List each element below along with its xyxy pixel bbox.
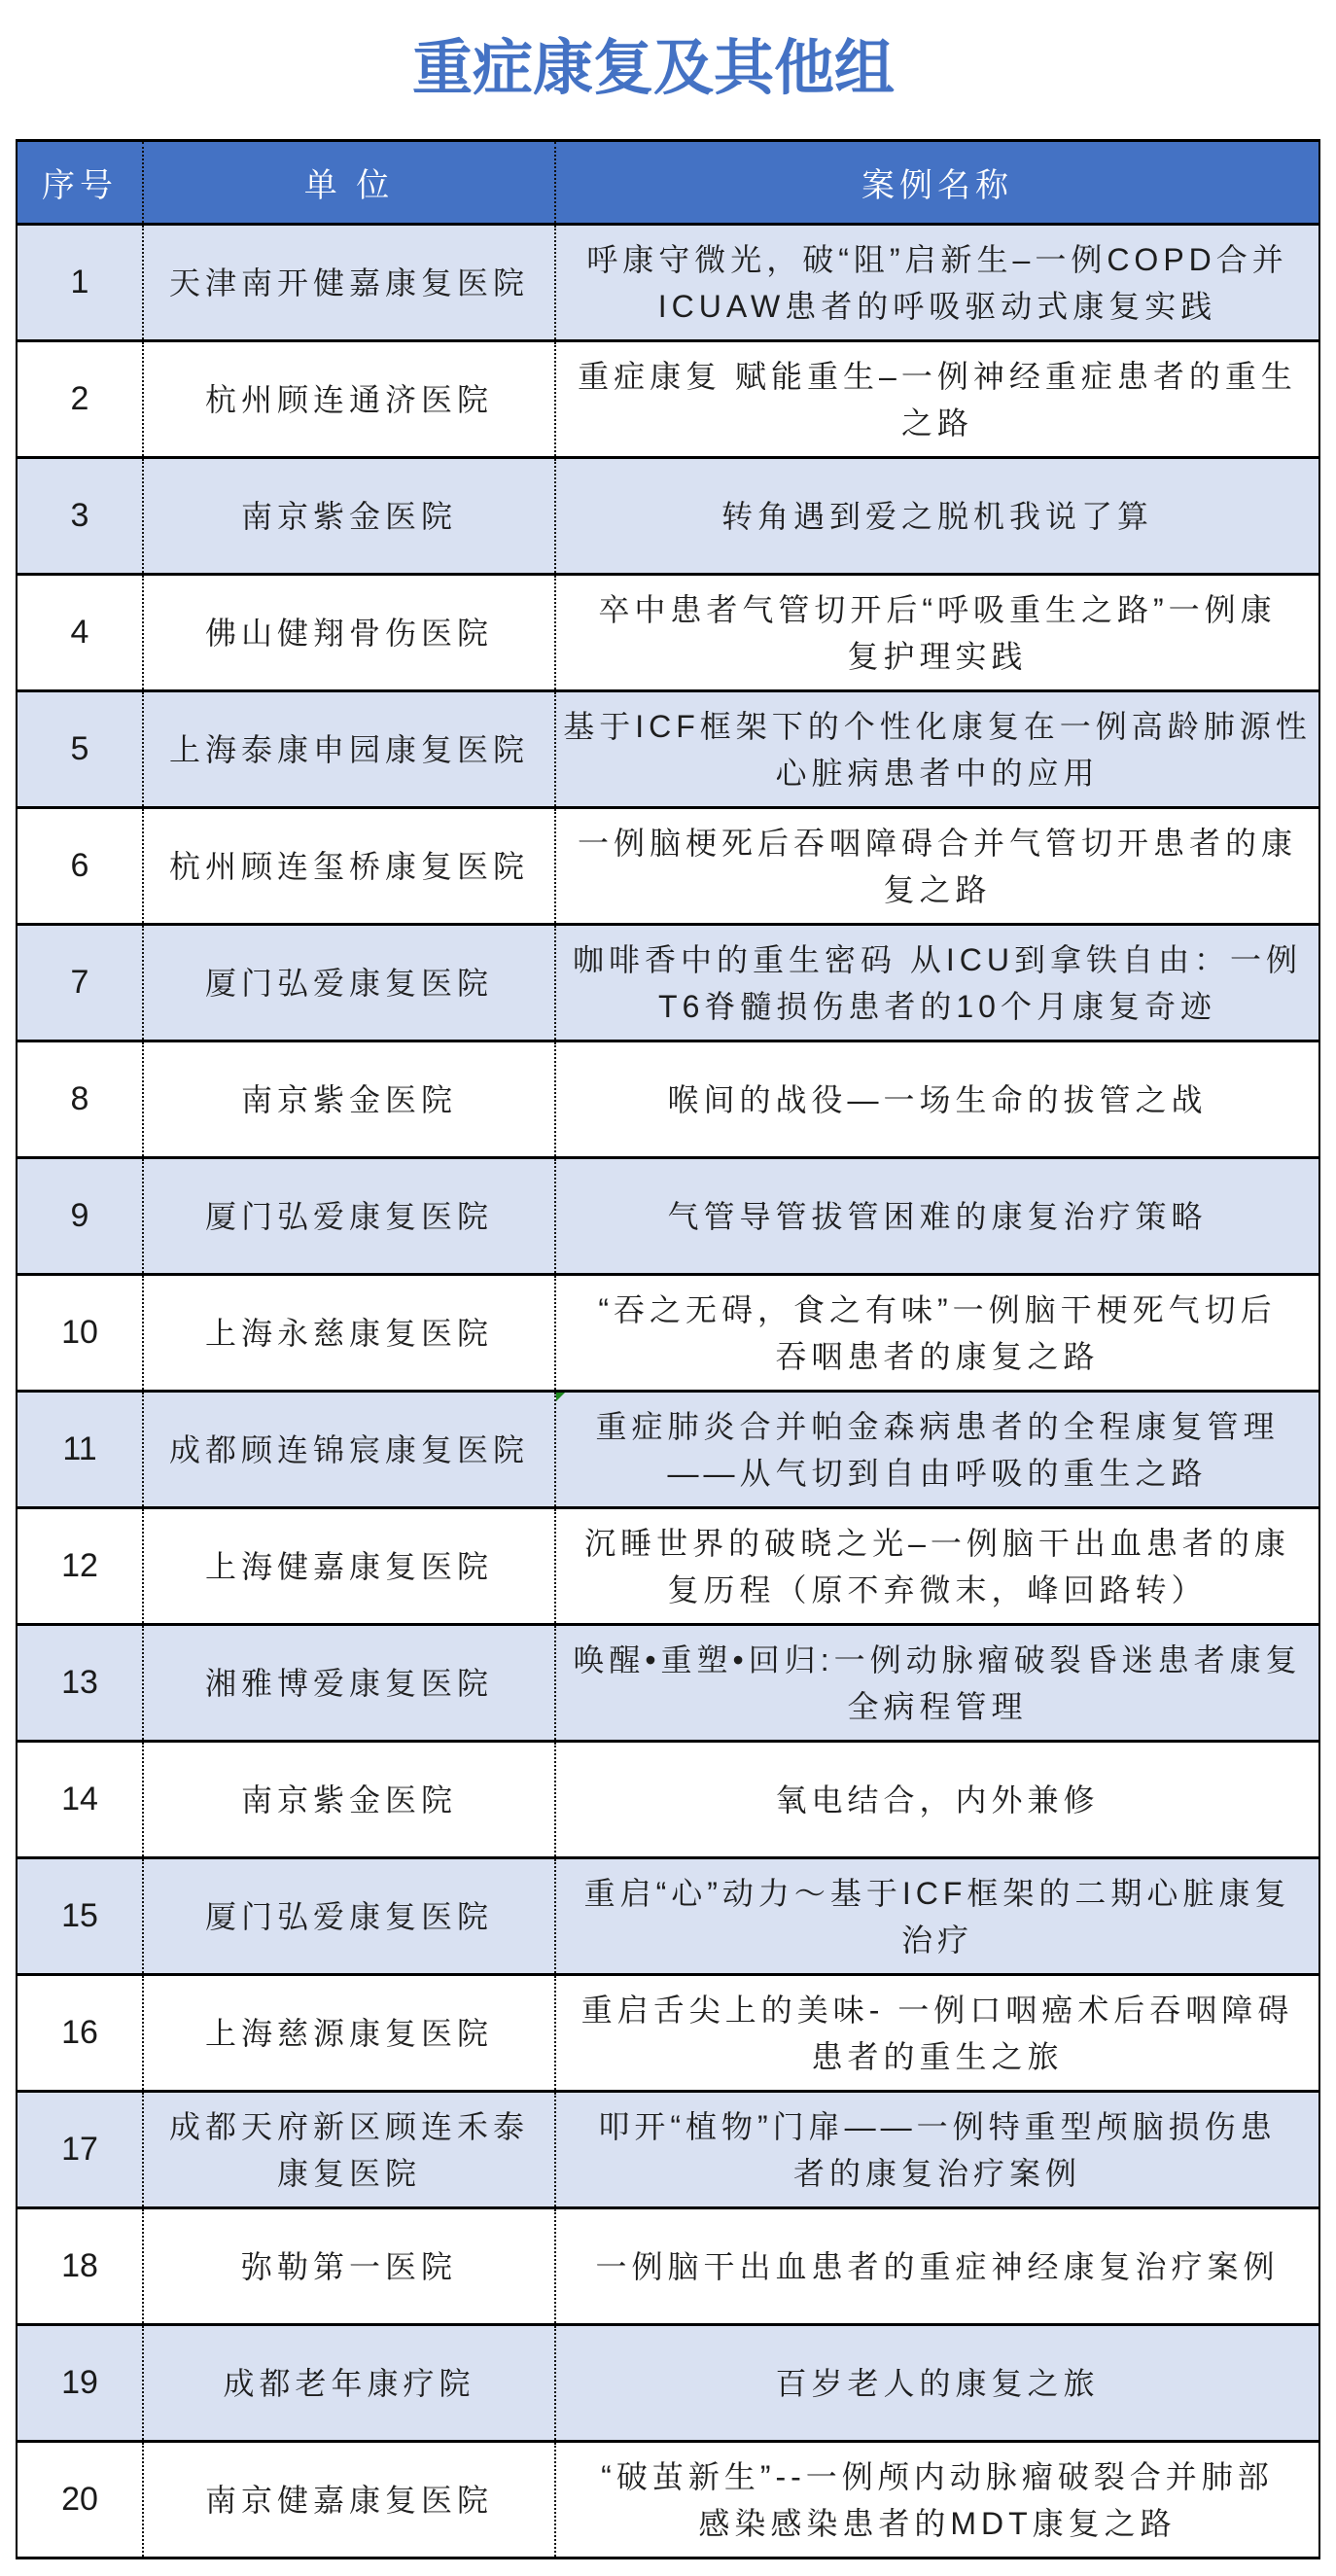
case-line: 之路 (900, 405, 973, 441)
table-row (18, 1743, 1318, 1859)
case-cell (554, 2209, 1318, 2323)
number-cell (18, 926, 142, 1040)
unit-line: 康复医院 (276, 2155, 421, 2191)
case-line: 咖啡香中的重生密码 从ICU到拿铁自由：一例 (572, 941, 1302, 977)
unit-line: 成都老年康疗院 (223, 2365, 475, 2401)
unit-cell (142, 1976, 554, 2090)
unit-line: 成都顾连锦宸康复医院 (168, 1431, 529, 1467)
row-number: 6 (70, 847, 89, 884)
number-cell (18, 2093, 142, 2206)
case-cell (554, 926, 1318, 1040)
table-row (18, 576, 1318, 692)
unit-line: 南京紫金医院 (240, 498, 457, 534)
case-cell (554, 809, 1318, 923)
table-row (18, 1509, 1318, 1626)
case-cell (554, 459, 1318, 573)
case-line: 复之路 (883, 871, 992, 907)
unit-line: 厦门弘爱康复医院 (204, 1198, 493, 1234)
table-body (18, 226, 1318, 2559)
unit-line: 南京健嘉康复医院 (204, 2482, 493, 2518)
table-row (18, 2443, 1318, 2559)
number-cell (18, 1042, 142, 1156)
case-line: 复历程（原不弃微末，峰回路转） (667, 1571, 1208, 1607)
case-line: ——从气切到自由呼吸的重生之路 (667, 1455, 1208, 1491)
case-cell (554, 1626, 1318, 1740)
number-cell (18, 2326, 142, 2440)
number-cell (18, 1159, 142, 1273)
unit-line: 杭州顾连玺桥康复医院 (168, 848, 529, 884)
header-cell-case (554, 142, 1318, 223)
row-number: 13 (61, 1664, 98, 1701)
table-row (18, 1626, 1318, 1743)
row-number: 4 (70, 614, 89, 651)
case-cell (554, 2326, 1318, 2440)
table-row (18, 1859, 1318, 1976)
case-line: 重启“心”动力～基于ICF框架的二期心脏康复 (583, 1875, 1291, 1911)
case-line: 唤醒•重塑•回归:一例动脉瘤破裂昏迷患者康复 (573, 1641, 1302, 1677)
case-table (16, 139, 1320, 2559)
table-row (18, 1159, 1318, 1276)
case-cell (554, 692, 1318, 806)
number-cell (18, 2443, 142, 2557)
case-cell (554, 1509, 1318, 1623)
case-line: T6脊髓损伤患者的10个月康复奇迹 (658, 988, 1216, 1024)
unit-cell (142, 1159, 554, 1273)
unit-cell (142, 1743, 554, 1856)
case-line: 沉睡世界的破晓之光–一例脑干出血患者的康 (584, 1525, 1290, 1561)
unit-line: 上海泰康申园康复医院 (168, 731, 529, 767)
unit-cell (142, 2326, 554, 2440)
row-number: 8 (70, 1080, 89, 1117)
row-number: 12 (61, 1547, 98, 1584)
unit-line: 成都天府新区顾连禾泰 (168, 2108, 529, 2144)
number-cell (18, 1743, 142, 1856)
unit-cell (142, 809, 554, 923)
case-line: 者的康复治疗案例 (792, 2155, 1081, 2191)
case-line: 转角遇到爱之脱机我说了算 (721, 498, 1153, 534)
number-cell (18, 1509, 142, 1623)
table-row (18, 226, 1318, 342)
header-case-label: 案例名称 (861, 167, 1013, 204)
case-cell (554, 2443, 1318, 2557)
case-cell (554, 1159, 1318, 1273)
case-line: 全病程管理 (847, 1688, 1028, 1724)
cell-indicator-triangle-icon (556, 1393, 565, 1401)
case-cell (554, 1276, 1318, 1390)
case-line: ICUAW患者的呼吸驱动式康复实践 (657, 288, 1217, 324)
unit-cell (142, 226, 554, 339)
unit-line: 上海永慈康复医院 (204, 1315, 493, 1351)
unit-line: 上海健嘉康复医院 (204, 1548, 493, 1584)
table-row (18, 1976, 1318, 2093)
header-unit-label: 单 位 (303, 167, 395, 204)
number-cell (18, 226, 142, 339)
case-cell (554, 576, 1318, 689)
case-line: 治疗 (900, 1922, 973, 1958)
table-row (18, 459, 1318, 576)
unit-cell (142, 1276, 554, 1390)
case-line: “吞之无碍，食之有味”一例脑干梗死气切后 (598, 1291, 1277, 1327)
case-line: 一例脑梗死后吞咽障碍合并气管切开患者的康 (577, 825, 1297, 861)
case-cell (554, 1976, 1318, 2090)
row-number: 5 (70, 730, 89, 767)
case-line: 呼康守微光，破“阻”启新生–一例COPD合并 (586, 241, 1288, 277)
number-cell (18, 342, 142, 456)
number-cell (18, 2209, 142, 2323)
case-line: 卒中患者气管切开后“呼吸重生之路”一例康 (598, 591, 1277, 627)
unit-cell (142, 1509, 554, 1623)
table-row (18, 1042, 1318, 1159)
table-header-row (18, 142, 1318, 226)
row-number: 9 (70, 1197, 89, 1234)
table-row (18, 2209, 1318, 2326)
case-cell (554, 1859, 1318, 1973)
unit-cell (142, 692, 554, 806)
row-number: 10 (61, 1314, 98, 1351)
number-cell (18, 459, 142, 573)
table-row (18, 809, 1318, 926)
row-number: 20 (61, 2481, 98, 2518)
header-cell-number (18, 142, 142, 223)
unit-line: 湘雅博爱康复医院 (204, 1665, 493, 1701)
table-row (18, 2326, 1318, 2443)
row-number: 3 (70, 497, 89, 534)
unit-line: 南京紫金医院 (240, 1081, 457, 1117)
case-line: 感染感染患者的MDT康复之路 (698, 2505, 1177, 2541)
case-cell (554, 1743, 1318, 1856)
unit-line: 厦门弘爱康复医院 (204, 965, 493, 1001)
case-line: 复护理实践 (847, 638, 1028, 674)
case-line: 喉间的战役—一场生命的拔管之战 (667, 1081, 1208, 1117)
table-row (18, 1393, 1318, 1509)
unit-line: 杭州顾连通济医院 (204, 381, 493, 417)
row-number: 7 (70, 964, 89, 1001)
number-cell (18, 692, 142, 806)
unit-cell (142, 1626, 554, 1740)
case-cell (554, 1393, 1318, 1506)
row-number: 1 (70, 264, 89, 300)
unit-line: 南京紫金医院 (240, 1782, 457, 1817)
unit-cell (142, 2093, 554, 2206)
unit-cell (142, 926, 554, 1040)
unit-cell (142, 459, 554, 573)
table-row (18, 692, 1318, 809)
number-cell (18, 1626, 142, 1740)
table-row (18, 342, 1318, 459)
number-cell (18, 1976, 142, 2090)
case-line: 叩开“植物”门扉——一例特重型颅脑损伤患 (598, 2108, 1277, 2144)
table-row (18, 1276, 1318, 1393)
case-line: 基于ICF框架下的个性化康复在一例高龄肺源性 (563, 708, 1312, 744)
unit-cell (142, 1393, 554, 1506)
number-cell (18, 576, 142, 689)
row-number: 14 (61, 1781, 98, 1817)
case-cell (554, 1042, 1318, 1156)
unit-cell (142, 342, 554, 456)
case-line: 重症康复 赋能重生–一例神经重症患者的重生 (578, 358, 1297, 394)
case-line: 气管导管拔管困难的康复治疗策略 (667, 1198, 1208, 1234)
row-number: 15 (61, 1897, 98, 1934)
case-line: 一例脑干出血患者的重症神经康复治疗案例 (595, 2248, 1280, 2284)
case-line: 心脏病患者中的应用 (775, 755, 1100, 791)
unit-cell (142, 1042, 554, 1156)
case-line: 重启舌尖上的美味- 一例口咽癌术后吞咽障碍 (580, 1992, 1294, 2028)
number-cell (18, 1393, 142, 1506)
case-line: 患者的重生之旅 (811, 2038, 1064, 2074)
case-line: 重症肺炎合并帕金森病患者的全程康复管理 (595, 1408, 1280, 1444)
unit-line: 天津南开健嘉康复医院 (168, 265, 529, 300)
unit-cell (142, 576, 554, 689)
case-line: “破茧新生”--一例颅内动脉瘤破裂合并肺部 (601, 2458, 1274, 2494)
row-number: 17 (61, 2131, 98, 2168)
unit-cell (142, 1859, 554, 1973)
number-cell (18, 809, 142, 923)
row-number: 2 (70, 380, 89, 417)
case-cell (554, 2093, 1318, 2206)
case-cell (554, 342, 1318, 456)
case-cell (554, 226, 1318, 339)
case-line: 氧电结合，内外兼修 (775, 1782, 1100, 1817)
unit-line: 佛山健翔骨伤医院 (204, 615, 493, 651)
case-line: 吞咽患者的康复之路 (775, 1338, 1100, 1374)
row-number: 11 (62, 1430, 97, 1467)
unit-line: 上海慈源康复医院 (204, 2015, 493, 2051)
unit-cell (142, 2209, 554, 2323)
number-cell (18, 1276, 142, 1390)
page-title: 重症康复及其他组 (411, 36, 895, 102)
header-number-label: 序号 (42, 167, 118, 204)
case-line: 百岁老人的康复之旅 (775, 2365, 1100, 2401)
table-row (18, 926, 1318, 1042)
header-cell-unit (142, 142, 554, 223)
row-number: 16 (61, 2014, 98, 2051)
table-row (18, 2093, 1318, 2209)
row-number: 18 (61, 2247, 98, 2284)
number-cell (18, 1859, 142, 1973)
unit-line: 厦门弘爱康复医院 (204, 1898, 493, 1934)
unit-cell (142, 2443, 554, 2557)
row-number: 19 (61, 2364, 98, 2401)
unit-line: 弥勒第一医院 (240, 2248, 457, 2284)
